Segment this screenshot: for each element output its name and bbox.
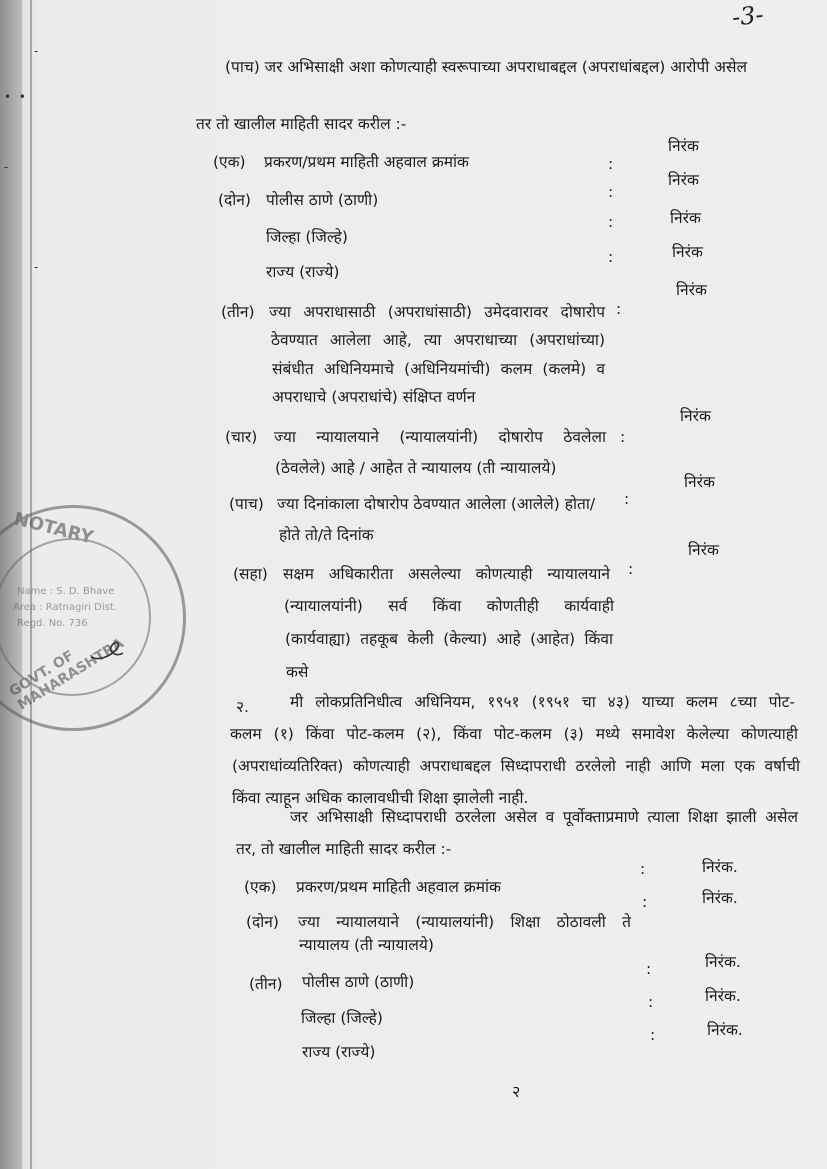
row-value: निरंक [680,407,711,425]
row-label: जिल्हा (जिल्हे) [301,1009,383,1027]
page-marker: -3- [730,0,765,32]
colon: : [648,993,654,1011]
colon: : [608,155,614,173]
row-value: निरंक [672,243,703,261]
row-label: ज्या न्यायालयाने (न्यायालयांनी) दोषारोप ठेवलेला [274,428,606,446]
para-line: कलम (१) किंवा पोट-कलम (२), किंवा पोट-कलम (३) मध्ये समावेश केलेल्या कोणत्याही [230,725,798,743]
row-value: निरंक [668,137,699,155]
row-label: पोलीस ठाणे (ठाणी) [266,191,379,209]
stamp-reg: Regd. No. 736 [17,618,88,629]
stamp-title: NOTARY [11,508,96,549]
row-number: (सहा) [233,565,268,583]
row-label: (कार्यवाह्या) तहकूब केली (केल्या) आहे (आहेत) किंवा [285,630,613,648]
row-label: ज्या अपराधासाठी (अपराधांसाठी) उमेदवारावर दोषारोप [269,303,605,321]
row-number: (तीन) [249,975,283,993]
row-label: अपराधाचे (अपराधांचे) संक्षिप्त वर्णन [272,388,476,406]
colon: : [642,893,648,911]
notary-stamp [0,505,186,731]
colon: : [624,490,630,508]
row-number: (तीन) [221,303,255,321]
row-label: (ठेवलेले) आहे / आहेत ते न्यायालय (ती न्यायालये) [275,459,557,477]
row-label: राज्य (राज्ये) [302,1043,376,1061]
row-number: (दोन) [246,913,279,931]
row-label: प्रकरण/प्रथम माहिती अहवाल क्रमांक [264,153,469,171]
row-label: संबंधीत अधिनियमाचे (अधिनियमांची) कलम (कलमे) व [272,360,605,378]
intro-line: (पाच) जर अभिसाक्षी अशा कोणत्याही स्वरूपाच्या अपराधाबद्दल (अपराधांबद्दल) आरोपी असेल [225,58,747,76]
row-value: निरंक. [707,1021,743,1039]
row-label: प्रकरण/प्रथम माहिती अहवाल क्रमांक [296,878,501,896]
row-number: (एक) [244,878,277,896]
colon: : [650,1026,656,1044]
row-label: (न्यायालयांनी) सर्व किंवा कोणतीही कार्यवाही [284,597,614,615]
row-label: ज्या दिनांकाला दोषारोप ठेवण्यात आलेला (आलेले) होता/ [277,495,596,513]
row-value: निरंक [676,281,707,299]
row-value: निरंक. [705,953,741,971]
row-label: ठेवण्यात आलेला आहे, त्या अपराधाच्या (अपराधांच्या) [271,331,605,349]
row-label: न्यायालय (ती न्यायालये) [299,936,434,954]
colon: : [640,860,646,878]
colon: : [628,560,634,578]
row-label: कसे [286,663,309,681]
stamp-area: Area : Ratnagiri Dist. [13,602,117,613]
row-value: निरंक [668,171,699,189]
row-number: (चार) [225,428,258,446]
page-number: २ [512,1082,521,1101]
para-line: किंवा त्याहून अधिक कालावधीची शिक्षा झालेली नाही. [232,789,529,807]
row-number: (दोन) [218,191,251,209]
intro-line: जर अभिसाक्षी सिध्दापराधी ठरलेला असेल व पूर्वोक्ताप्रमाणे त्याला शिक्षा झाली असेल [290,808,798,826]
stamp-name: Name : S. D. Bhave [17,586,115,597]
signature [87,635,127,665]
margin-mark: - [34,260,39,274]
row-value: निरंक. [702,889,738,907]
para-number: २. [236,698,249,716]
row-value: निरंक. [702,858,738,876]
row-label: ज्या न्यायालयाने (न्यायालयांनी) शिक्षा ठोठावली ते [298,913,631,931]
intro-line: तर तो खालील माहिती सादर करील :- [196,115,407,133]
row-value: निरंक [688,541,719,559]
row-value: निरंक. [705,987,741,1005]
row-value: निरंक [670,209,701,227]
row-number: (पाच) [229,495,264,513]
colon: : [620,428,626,446]
row-label: सक्षम अधिकारीता असलेल्या कोणत्याही न्यायालयाने [283,565,610,583]
para-line: मी लोकप्रतिनिधीत्व अधिनियम, १९५१ (१९५१ चा ४३) याच्या कलम ८च्या पोट- [290,693,795,711]
row-label: पोलीस ठाणे (ठाणी) [302,973,415,991]
colon: : [608,213,614,231]
row-label: राज्य (राज्ये) [266,263,340,281]
row-value: निरंक [684,473,715,491]
colon: : [608,183,614,201]
colon: : [608,248,614,266]
row-label: जिल्हा (जिल्हे) [266,228,348,246]
margin-mark: - [34,44,39,58]
intro-line: तर, तो खालील माहिती सादर करील :- [236,840,452,858]
para-line: (अपराधांव्यतिरिक्त) कोणत्याही अपराधाबद्दल सिध्दापराधी ठरलेलो नाही आणि मला एक वर्षाची [232,757,800,775]
margin-mark: • • [4,90,26,104]
stamp-footer: GOVT. OF MAHARASHTRA [6,635,127,714]
row-number: (एक) [213,153,246,171]
colon: : [646,960,652,978]
row-label: होते तो/ते दिनांक [279,526,374,544]
colon: : [616,300,622,318]
margin-mark: - [4,160,9,174]
